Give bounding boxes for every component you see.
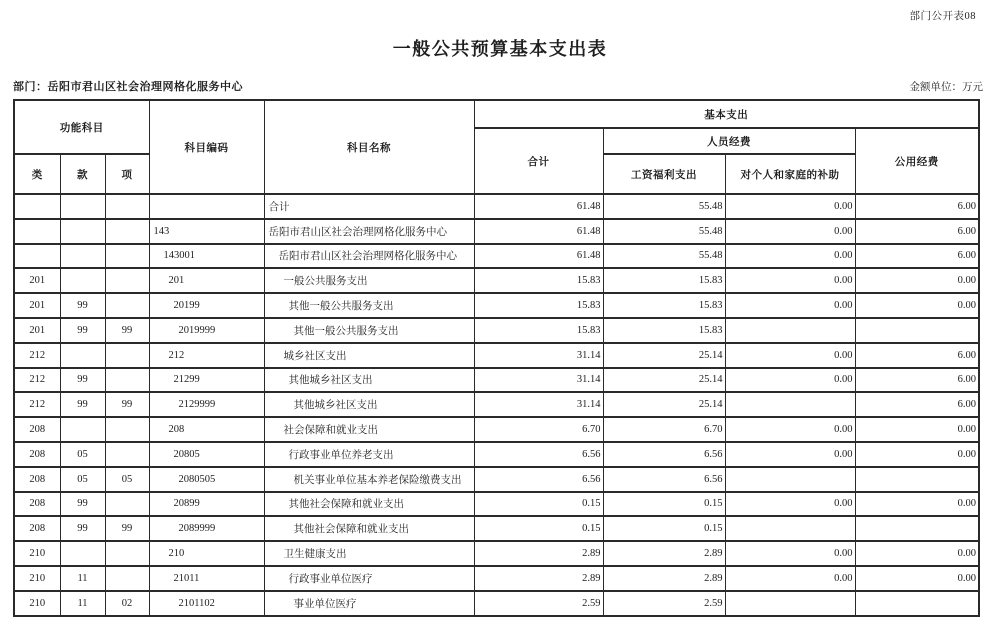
cell-total: 0.15 bbox=[474, 516, 603, 541]
cell-item bbox=[105, 492, 149, 517]
header-class: 类 bbox=[14, 154, 60, 194]
cell-total: 31.14 bbox=[474, 368, 603, 393]
cell-total: 6.56 bbox=[474, 442, 603, 467]
cell-section bbox=[60, 219, 105, 244]
cell-section bbox=[60, 244, 105, 269]
cell-subject-name: 一般公共服务支出 bbox=[264, 268, 474, 293]
cell-subsidy: 0.00 bbox=[725, 268, 855, 293]
cell-subject-code: 20805 bbox=[149, 442, 264, 467]
cell-public-funds bbox=[855, 591, 979, 616]
cell-salary-welfare: 15.83 bbox=[603, 293, 725, 318]
cell-item bbox=[105, 566, 149, 591]
cell-subsidy: 0.00 bbox=[725, 417, 855, 442]
header-individual-family-subsidy: 对个人和家庭的补助 bbox=[725, 154, 855, 194]
cell-class bbox=[14, 219, 60, 244]
cell-public-funds: 6.00 bbox=[855, 392, 979, 417]
cell-subject-code: 212 bbox=[149, 343, 264, 368]
cell-class bbox=[14, 194, 60, 219]
cell-public-funds bbox=[855, 318, 979, 343]
cell-total: 15.83 bbox=[474, 268, 603, 293]
cell-subject-name: 岳阳市君山区社会治理网格化服务中心 bbox=[264, 244, 474, 269]
table-row bbox=[14, 318, 979, 343]
cell-subject-name: 其他社会保障和就业支出 bbox=[264, 492, 474, 517]
cell-subject-code: 2129999 bbox=[149, 392, 264, 417]
cell-section: 99 bbox=[60, 516, 105, 541]
cell-section: 11 bbox=[60, 591, 105, 616]
cell-section bbox=[60, 541, 105, 566]
cell-section bbox=[60, 417, 105, 442]
cell-subsidy bbox=[725, 591, 855, 616]
cell-class: 208 bbox=[14, 516, 60, 541]
cell-subsidy: 0.00 bbox=[725, 293, 855, 318]
cell-subsidy: 0.00 bbox=[725, 194, 855, 219]
table-row bbox=[14, 492, 979, 517]
cell-subsidy bbox=[725, 467, 855, 492]
cell-item bbox=[105, 244, 149, 269]
cell-subject-name: 社会保障和就业支出 bbox=[264, 417, 474, 442]
cell-section: 99 bbox=[60, 318, 105, 343]
cell-class: 208 bbox=[14, 442, 60, 467]
table-row bbox=[14, 392, 979, 417]
cell-section: 99 bbox=[60, 293, 105, 318]
cell-subject-name: 其他社会保障和就业支出 bbox=[264, 516, 474, 541]
header-salary-welfare: 工资福利支出 bbox=[603, 154, 725, 194]
cell-subject-code: 201 bbox=[149, 268, 264, 293]
cell-subsidy bbox=[725, 318, 855, 343]
cell-salary-welfare: 6.56 bbox=[603, 442, 725, 467]
cell-item: 99 bbox=[105, 318, 149, 343]
cell-subsidy: 0.00 bbox=[725, 492, 855, 517]
header-public-funds: 公用经费 bbox=[855, 128, 979, 194]
table-row bbox=[14, 442, 979, 467]
cell-subsidy: 0.00 bbox=[725, 368, 855, 393]
cell-total: 2.59 bbox=[474, 591, 603, 616]
cell-public-funds: 6.00 bbox=[855, 343, 979, 368]
cell-subject-name: 行政事业单位医疗 bbox=[264, 566, 474, 591]
cell-total: 15.83 bbox=[474, 293, 603, 318]
table-row bbox=[14, 566, 979, 591]
table-row bbox=[14, 343, 979, 368]
cell-salary-welfare: 15.83 bbox=[603, 268, 725, 293]
cell-subsidy: 0.00 bbox=[725, 343, 855, 368]
amount-unit-label: 金额单位：万元 bbox=[909, 82, 983, 93]
cell-item bbox=[105, 268, 149, 293]
header-total: 合计 bbox=[474, 128, 603, 194]
cell-section: 99 bbox=[60, 392, 105, 417]
cell-subsidy: 0.00 bbox=[725, 442, 855, 467]
cell-public-funds: 6.00 bbox=[855, 244, 979, 269]
cell-section: 99 bbox=[60, 492, 105, 517]
cell-class: 210 bbox=[14, 591, 60, 616]
cell-subsidy: 0.00 bbox=[725, 219, 855, 244]
cell-public-funds bbox=[855, 516, 979, 541]
header-personnel-funds: 人员经费 bbox=[603, 128, 855, 154]
cell-subject-code: 21011 bbox=[149, 566, 264, 591]
cell-public-funds: 0.00 bbox=[855, 541, 979, 566]
cell-subject-code: 210 bbox=[149, 541, 264, 566]
table-row bbox=[14, 467, 979, 492]
cell-section bbox=[60, 343, 105, 368]
cell-subject-name: 其他一般公共服务支出 bbox=[264, 318, 474, 343]
cell-section: 11 bbox=[60, 566, 105, 591]
cell-salary-welfare: 0.15 bbox=[603, 492, 725, 517]
header-section: 款 bbox=[60, 154, 105, 194]
cell-subject-name: 行政事业单位养老支出 bbox=[264, 442, 474, 467]
cell-subsidy: 0.00 bbox=[725, 566, 855, 591]
cell-public-funds: 0.00 bbox=[855, 492, 979, 517]
table-row bbox=[14, 219, 979, 244]
cell-subject-code: 2019999 bbox=[149, 318, 264, 343]
cell-item: 05 bbox=[105, 467, 149, 492]
cell-class: 201 bbox=[14, 293, 60, 318]
cell-item: 99 bbox=[105, 392, 149, 417]
cell-total: 61.48 bbox=[474, 194, 603, 219]
cell-total: 0.15 bbox=[474, 492, 603, 517]
cell-public-funds: 0.00 bbox=[855, 442, 979, 467]
cell-item bbox=[105, 194, 149, 219]
cell-class: 212 bbox=[14, 392, 60, 417]
cell-subject-name: 岳阳市君山区社会治理网格化服务中心 bbox=[264, 219, 474, 244]
header-basic-expenditure: 基本支出 bbox=[474, 100, 979, 128]
cell-item bbox=[105, 219, 149, 244]
cell-section: 05 bbox=[60, 442, 105, 467]
table-row bbox=[14, 244, 979, 269]
table-row bbox=[14, 591, 979, 616]
table-row bbox=[14, 194, 979, 219]
cell-subject-name: 机关事业单位基本养老保险缴费支出 bbox=[264, 467, 474, 492]
cell-salary-welfare: 55.48 bbox=[603, 244, 725, 269]
cell-section: 99 bbox=[60, 368, 105, 393]
cell-public-funds: 0.00 bbox=[855, 417, 979, 442]
cell-item bbox=[105, 541, 149, 566]
cell-salary-welfare: 15.83 bbox=[603, 318, 725, 343]
table-meta-row bbox=[13, 78, 983, 94]
cell-item bbox=[105, 417, 149, 442]
table-row bbox=[14, 268, 979, 293]
cell-salary-welfare: 55.48 bbox=[603, 219, 725, 244]
cell-subject-code: 21299 bbox=[149, 368, 264, 393]
cell-subject-code: 20899 bbox=[149, 492, 264, 517]
header-item: 项 bbox=[105, 154, 149, 194]
cell-section bbox=[60, 194, 105, 219]
cell-total: 6.56 bbox=[474, 467, 603, 492]
cell-class: 210 bbox=[14, 566, 60, 591]
cell-item: 02 bbox=[105, 591, 149, 616]
cell-salary-welfare: 25.14 bbox=[603, 368, 725, 393]
cell-subject-name: 合计 bbox=[264, 194, 474, 219]
header-subject-name: 科目名称 bbox=[264, 100, 474, 194]
cell-subject-name: 事业单位医疗 bbox=[264, 591, 474, 616]
cell-salary-welfare: 25.14 bbox=[603, 392, 725, 417]
cell-class: 212 bbox=[14, 343, 60, 368]
cell-total: 61.48 bbox=[474, 219, 603, 244]
cell-subject-name: 其他城乡社区支出 bbox=[264, 392, 474, 417]
table-row bbox=[14, 516, 979, 541]
cell-public-funds bbox=[855, 467, 979, 492]
cell-salary-welfare: 25.14 bbox=[603, 343, 725, 368]
cell-subject-code: 2080505 bbox=[149, 467, 264, 492]
department-label: 部门：岳阳市君山区社会治理网格化服务中心 bbox=[13, 81, 243, 93]
cell-class: 208 bbox=[14, 417, 60, 442]
cell-subject-code: 2089999 bbox=[149, 516, 264, 541]
cell-class: 201 bbox=[14, 268, 60, 293]
cell-section bbox=[60, 268, 105, 293]
table-row bbox=[14, 541, 979, 566]
cell-subject-code: 208 bbox=[149, 417, 264, 442]
cell-subject-name: 城乡社区支出 bbox=[264, 343, 474, 368]
cell-public-funds: 0.00 bbox=[855, 268, 979, 293]
header-row-1 bbox=[14, 100, 979, 128]
cell-total: 31.14 bbox=[474, 343, 603, 368]
header-functional-subject: 功能科目 bbox=[14, 100, 149, 154]
cell-public-funds: 0.00 bbox=[855, 566, 979, 591]
table-row bbox=[14, 417, 979, 442]
cell-public-funds: 6.00 bbox=[855, 219, 979, 244]
cell-subsidy bbox=[725, 516, 855, 541]
cell-subject-code bbox=[149, 194, 264, 219]
cell-salary-welfare: 55.48 bbox=[603, 194, 725, 219]
cell-class: 201 bbox=[14, 318, 60, 343]
table-row bbox=[14, 368, 979, 393]
cell-total: 2.89 bbox=[474, 566, 603, 591]
cell-item: 99 bbox=[105, 516, 149, 541]
header-subject-code: 科目编码 bbox=[149, 100, 264, 194]
cell-subsidy bbox=[725, 392, 855, 417]
cell-class: 208 bbox=[14, 492, 60, 517]
cell-subsidy: 0.00 bbox=[725, 244, 855, 269]
cell-total: 6.70 bbox=[474, 417, 603, 442]
cell-subject-code: 2101102 bbox=[149, 591, 264, 616]
cell-class: 208 bbox=[14, 467, 60, 492]
cell-subsidy: 0.00 bbox=[725, 541, 855, 566]
cell-class: 212 bbox=[14, 368, 60, 393]
cell-subject-code: 143001 bbox=[149, 244, 264, 269]
cell-public-funds: 0.00 bbox=[855, 293, 979, 318]
cell-subject-name: 卫生健康支出 bbox=[264, 541, 474, 566]
cell-salary-welfare: 6.56 bbox=[603, 467, 725, 492]
cell-salary-welfare: 2.89 bbox=[603, 566, 725, 591]
cell-salary-welfare: 2.59 bbox=[603, 591, 725, 616]
page-title: 一般公共预算基本支出表 bbox=[392, 39, 608, 59]
cell-item bbox=[105, 293, 149, 318]
cell-class bbox=[14, 244, 60, 269]
cell-subject-code: 20199 bbox=[149, 293, 264, 318]
cell-public-funds: 6.00 bbox=[855, 194, 979, 219]
cell-total: 61.48 bbox=[474, 244, 603, 269]
cell-item bbox=[105, 368, 149, 393]
cell-subject-name: 其他城乡社区支出 bbox=[264, 368, 474, 393]
doc-number: 部门公开表08 bbox=[909, 11, 976, 22]
cell-salary-welfare: 0.15 bbox=[603, 516, 725, 541]
table-row bbox=[14, 293, 979, 318]
cell-section: 05 bbox=[60, 467, 105, 492]
cell-public-funds: 6.00 bbox=[855, 368, 979, 393]
cell-subject-name: 其他一般公共服务支出 bbox=[264, 293, 474, 318]
cell-salary-welfare: 2.89 bbox=[603, 541, 725, 566]
cell-total: 15.83 bbox=[474, 318, 603, 343]
cell-class: 210 bbox=[14, 541, 60, 566]
cell-subject-code: 143 bbox=[149, 219, 264, 244]
cell-total: 2.89 bbox=[474, 541, 603, 566]
cell-item bbox=[105, 442, 149, 467]
cell-total: 31.14 bbox=[474, 392, 603, 417]
budget-table-body bbox=[14, 194, 979, 616]
cell-item bbox=[105, 343, 149, 368]
budget-table bbox=[13, 99, 980, 617]
cell-salary-welfare: 6.70 bbox=[603, 417, 725, 442]
